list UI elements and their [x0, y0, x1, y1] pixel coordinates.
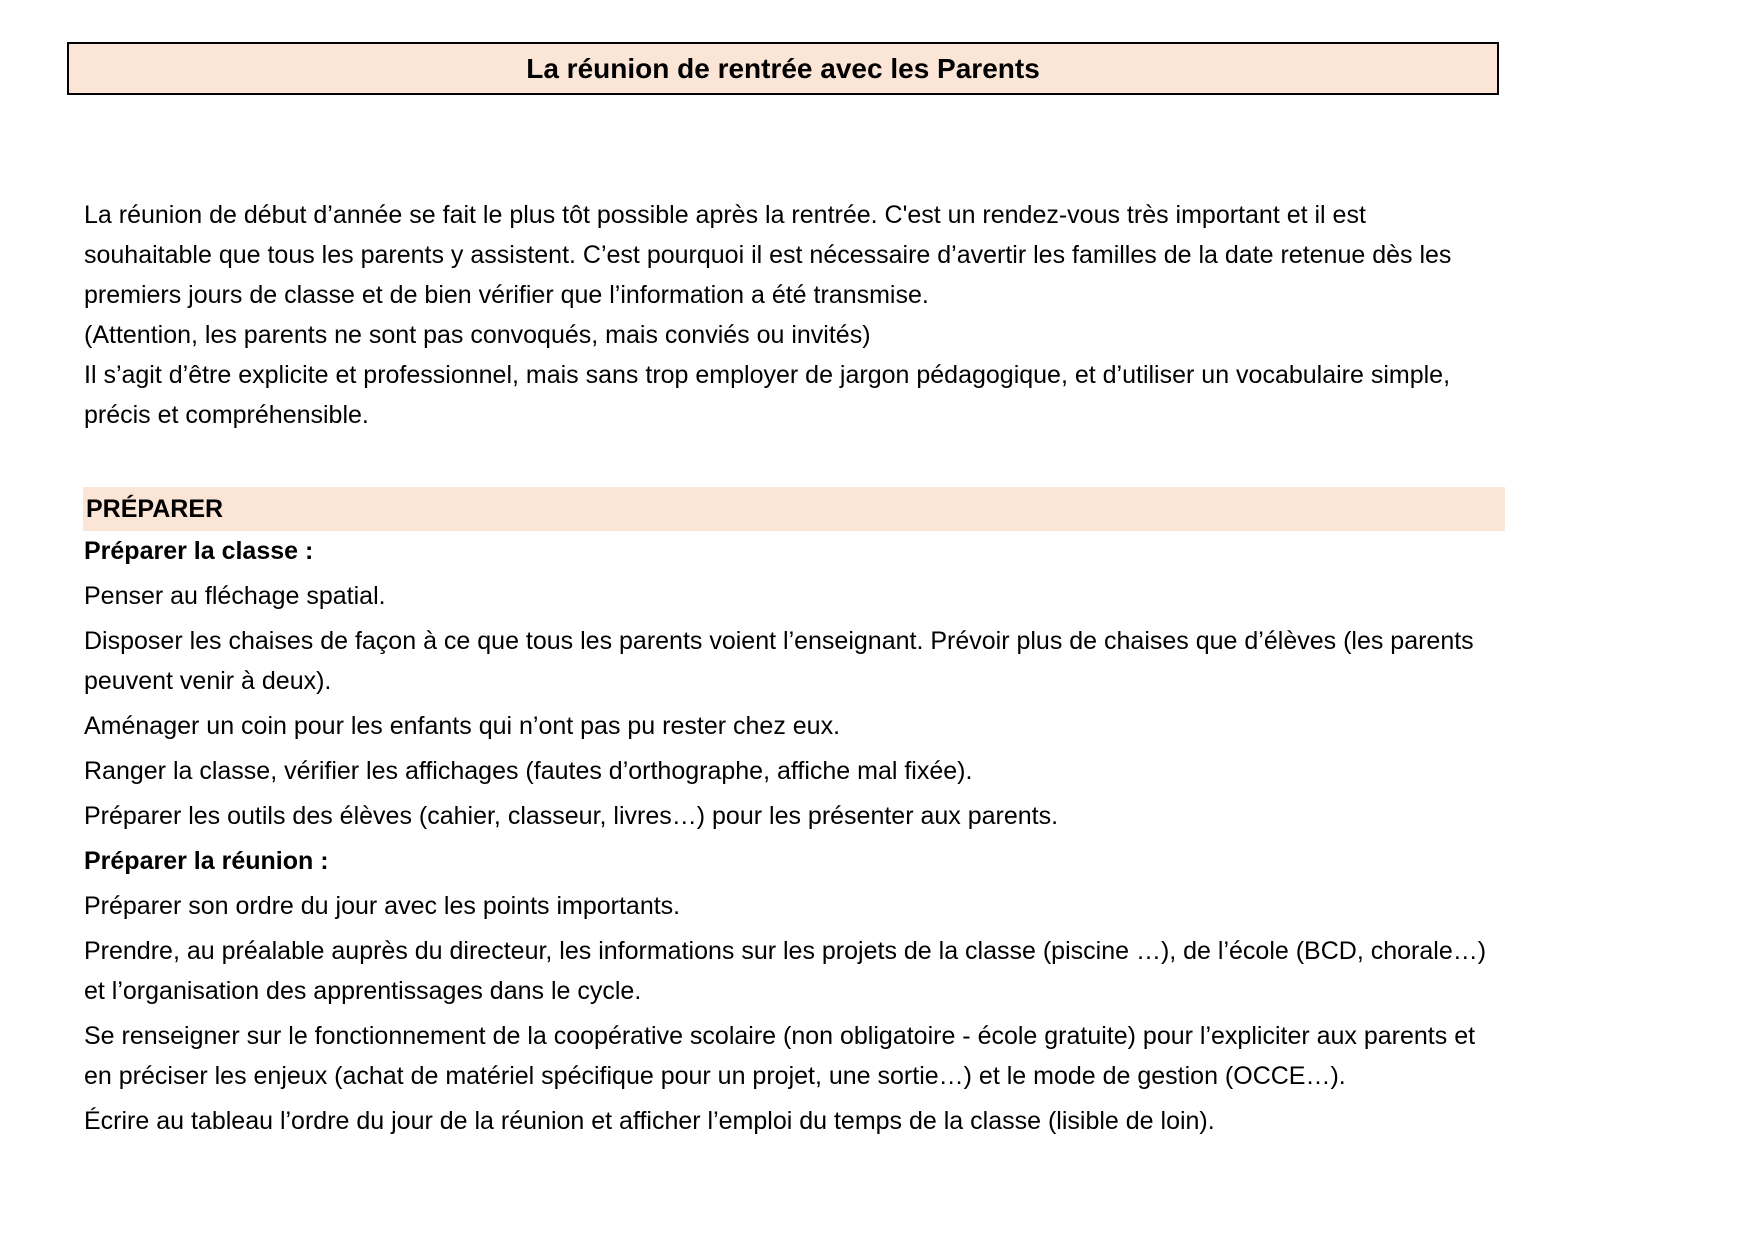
preparer-section-heading: PRÉPARER: [86, 495, 224, 523]
reunion-item: Prendre, au préalable auprès du directeur, les informations sur les projets de la classe (piscine …), de l’école (BCD, chorale…) et l’organisation des apprentissages dans le cycle.: [84, 937, 1487, 1005]
reunion-subheading: Préparer la réunion :: [84, 847, 329, 875]
intro-paragraph: Il s’agit d’être explicite et professionnel, mais sans trop employer de jargon pédagogique, et d’utiliser un vocabulaire simple, précis et compréhensible.: [84, 361, 1451, 429]
intro-section: [84, 195, 1498, 435]
intro-paragraph: (Attention, les parents ne sont pas convoqués, mais conviés ou invités): [84, 321, 871, 349]
document-body: [84, 195, 1498, 1141]
preparer-reunion-subsection: [84, 841, 1498, 1141]
reunion-item: Préparer son ordre du jour avec les points importants.: [84, 892, 681, 920]
title-banner: [67, 42, 1499, 95]
classe-item: Ranger la classe, vérifier les affichages (fautes d’orthographe, affiche mal fixée).: [84, 757, 973, 785]
classe-subheading: Préparer la classe :: [84, 537, 314, 565]
intro-paragraph: La réunion de début d’année se fait le plus tôt possible après la rentrée. C'est un rendez-vous très important et il est souhaitable que tous les parents y assistent. C’est pourquoi il est nécessaire d’avertir les familles de la date retenue dès les premiers jours de classe et de bien vérifier que l’information a été transmise.: [84, 201, 1452, 309]
preparer-classe-subsection: [84, 531, 1498, 836]
classe-item: Disposer les chaises de façon à ce que tous les parents voient l’enseignant. Prévoir plus de chaises que d’élèves (les parents peuvent venir à deux).: [84, 627, 1474, 695]
classe-item: Préparer les outils des élèves (cahier, classeur, livres…) pour les présenter aux parents.: [84, 802, 1059, 830]
reunion-item: Écrire au tableau l’ordre du jour de la réunion et afficher l’emploi du temps de la classe (lisible de loin).: [84, 1107, 1215, 1135]
classe-item: Aménager un coin pour les enfants qui n’ont pas pu rester chez eux.: [84, 712, 841, 740]
page-title: La réunion de rentrée avec les Parents: [526, 53, 1040, 84]
preparer-section-band: [83, 487, 1505, 531]
reunion-item: Se renseigner sur le fonctionnement de la coopérative scolaire (non obligatoire - école gratuite) pour l’expliciter aux parents et en préciser les enjeux (achat de matériel spécifique pour un projet, une sortie…) et le mode de gestion (OCCE…).: [84, 1022, 1476, 1090]
classe-item: Penser au fléchage spatial.: [84, 582, 386, 610]
